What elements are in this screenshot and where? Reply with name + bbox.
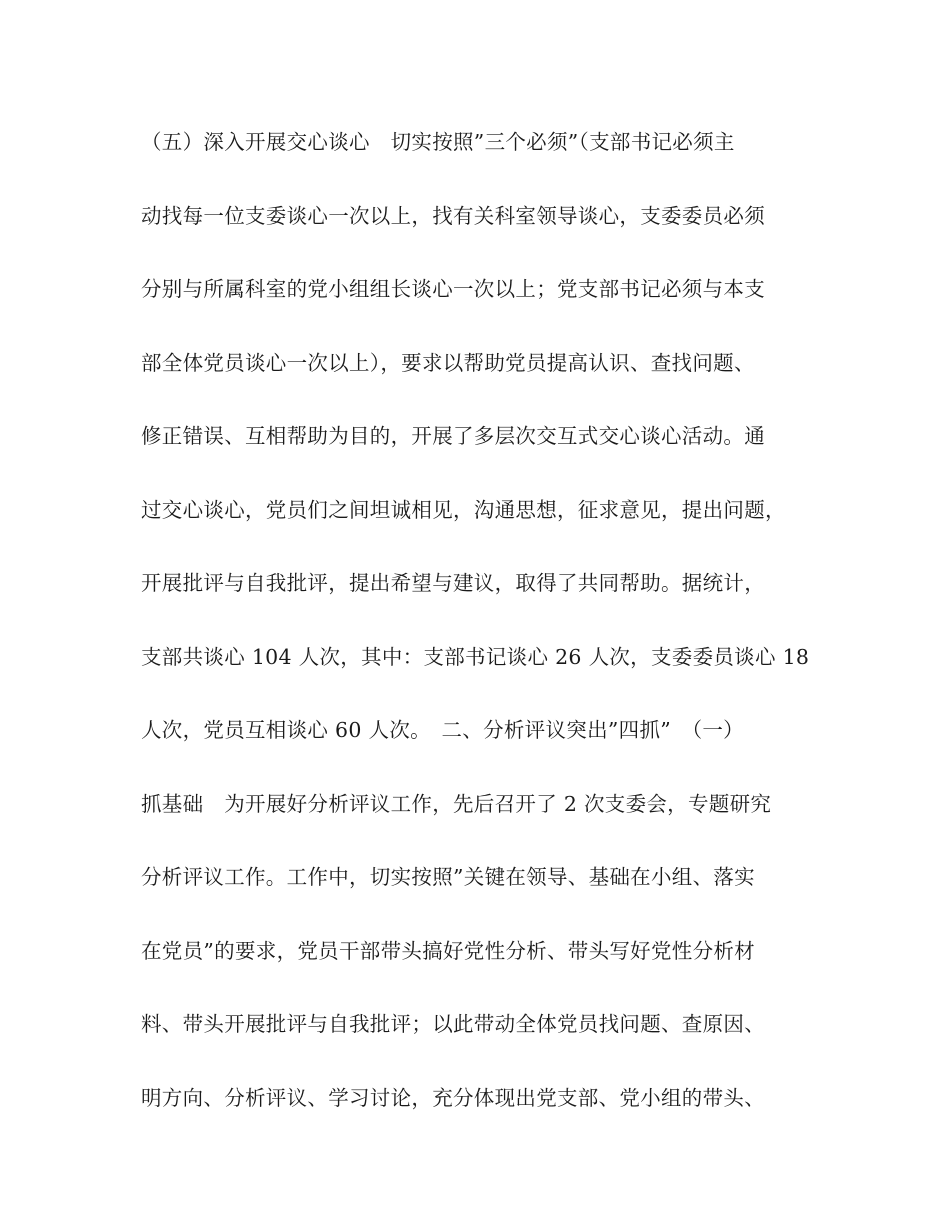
text-line: 料、带头开展批评与自我批评；以此带动全体党员找问题、查原因、 xyxy=(141,1012,765,1036)
text-line: 人次，党员互相谈心 60 人次。 二、分析评议突出”四抓” （一） xyxy=(141,718,744,742)
text-line: 抓基础 为开展好分析评议工作，先后召开了 2 次支委会，专题研究 xyxy=(141,791,772,816)
text-line: 明方向、分析评议、学习讨论，充分体现出党支部、党小组的带头、 xyxy=(141,1085,765,1110)
text-line: 分析评议工作。工作中，切实按照”关键在领导、基础在小组、落实 xyxy=(141,865,755,889)
text-line: 分别与所属科室的党小组组长谈心一次以上；党支部书记必须与本支 xyxy=(141,277,765,301)
text-line: 在党员”的要求，党员干部带头搞好党性分析、带头写好党性分析材 xyxy=(141,938,755,963)
text-line: 支部共谈心 104 人次，其中：支部书记谈心 26 人次，支委委员谈心 18 xyxy=(141,644,810,669)
text-line: 动找每一位支委谈心一次以上，找有关科室领导谈心，支委委员必须 xyxy=(141,203,765,228)
text-line: 过交心谈心，党员们之间坦诚相见，沟通思想，征求意见，提出问题， xyxy=(141,497,786,522)
text-line: 开展批评与自我批评，提出希望与建议，取得了共同帮助。据统计， xyxy=(141,571,765,595)
text-line: （五）深入开展交心谈心 切实按照”三个必须”（支部书记必须主 xyxy=(141,130,735,154)
text-line: 部全体党员谈心一次以上），要求以帮助党员提高认识、查找问题、 xyxy=(141,350,755,375)
document-body xyxy=(141,122,821,1151)
text-line: 修正错误、互相帮助为目的，开展了多层次交互式交心谈心活动。通 xyxy=(141,424,765,448)
